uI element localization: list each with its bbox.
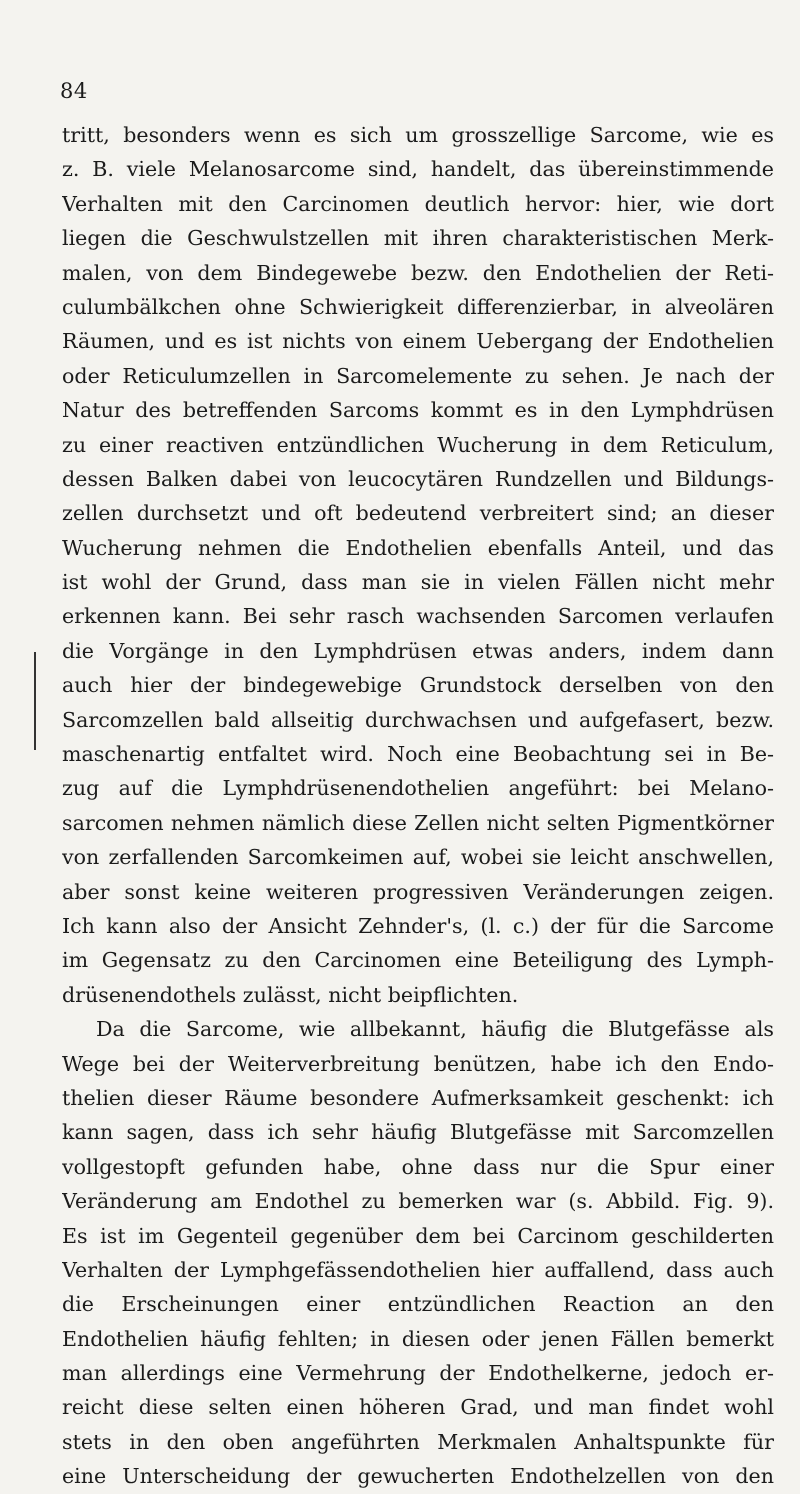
- text-line-38: reicht diese selten einen höheren Grad, und man findet wohl: [62, 1395, 774, 1420]
- text-line-3: Verhalten mit den Carcinomen deutlich hervor: hier, wie dort: [62, 191, 774, 216]
- text-line-17: auch hier der bindegewebige Grundstock derselben von den: [62, 673, 774, 698]
- text-line-5: malen, von dem Bindegewebe bezw. den Endothelien der Reti-: [62, 260, 774, 285]
- text-line-16: die Vorgänge in den Lymphdrüsen etwas anders, indem dann: [62, 638, 774, 663]
- text-line-37: man allerdings eine Vermehrung der Endothelkerne, jedoch er-: [62, 1361, 774, 1386]
- text-line-12: zellen durchsetzt und oft bedeutend verbreitert sind; an dieser: [62, 501, 774, 526]
- text-line-32: Veränderung am Endothel zu bemerken war (s. Abbild. Fig. 9).: [62, 1189, 774, 1214]
- text-line-13: Wucherung nehmen die Endothelien ebenfalls Anteil, und das: [62, 535, 774, 560]
- text-line-34: Verhalten der Lymphgefässendothelien hier auffallend, dass auch: [62, 1257, 774, 1282]
- text-line-8: oder Reticulumzellen in Sarcomelemente zu sehen. Je nach der: [62, 363, 774, 388]
- text-line-11: dessen Balken dabei von leucocytären Rundzellen und Bildungs-: [62, 466, 774, 491]
- text-line-25: im Gegensatz zu den Carcinomen eine Beteiligung des Lymph-: [62, 948, 774, 973]
- text-line-1: tritt, besonders wenn es sich um grosszellige Sarcome, wie es: [62, 123, 774, 147]
- text-line-30: kann sagen, dass ich sehr häufig Blutgefässe mit Sarcomzellen: [62, 1120, 774, 1145]
- text-line-22: von zerfallenden Sarcomkeimen auf, wobei sie leicht anschwellen,: [62, 845, 774, 870]
- text-line-14: ist wohl der Grund, dass man sie in vielen Fällen nicht mehr: [62, 570, 774, 595]
- text-line-21: sarcomen nehmen nämlich diese Zellen nicht selten Pigmentkörner: [62, 810, 774, 835]
- text-line-33: Es ist im Gegenteil gegenüber dem bei Carcinom geschilderten: [62, 1223, 774, 1248]
- text-line-35: die Erscheinungen einer entzündlichen Reaction an den: [62, 1292, 774, 1317]
- text-line-19: maschenartig entfaltet wird. Noch eine Beobachtung sei in Be-: [62, 742, 774, 767]
- text-line-18: Sarcomzellen bald allseitig durchwachsen und aufgefasert, bezw.: [62, 707, 774, 732]
- text-line-29: thelien dieser Räume besondere Aufmerksamkeit geschenkt: ich: [62, 1085, 774, 1110]
- text-line-23: aber sonst keine weiteren progressiven Veränderungen zeigen.: [62, 879, 774, 904]
- text-line-6: culumbälkchen ohne Schwierigkeit differenzierbar, in alveolären: [62, 294, 774, 319]
- text-line-28: Wege bei der Weiterverbreitung benützen, habe ich den Endo-: [62, 1051, 774, 1076]
- text-line-24: Ich kann also der Ansicht Zehnder's, (l. c.) der für die Sarcome: [62, 913, 774, 938]
- text-line-10: zu einer reactiven entzündlichen Wucherung in dem Reticulum,: [62, 432, 774, 457]
- text-line-31: vollgestopft gefunden habe, ohne dass nur die Spur einer: [62, 1154, 774, 1179]
- body-text: [62, 118, 774, 1494]
- text-line-36: Endothelien häufig fehlten; in diesen oder jenen Fällen bemerkt: [62, 1326, 774, 1351]
- text-line-9: Natur des betreffenden Sarcoms kommt es in den Lymphdrüsen: [62, 398, 774, 423]
- text-line-15: erkennen kann. Bei sehr rasch wachsenden Sarcomen verlaufen: [62, 604, 774, 629]
- text-line-27: Da die Sarcome, wie allbekannt, häufig die Blutgefässe als: [96, 1017, 774, 1042]
- text-line-7: Räumen, und es ist nichts von einem Uebergang der Endothelien: [62, 329, 774, 354]
- text-line-2: z. B. viele Melanosarcome sind, handelt, das übereinstimmende: [62, 157, 774, 182]
- page-number: 84: [60, 79, 88, 103]
- text-line-26: drüsenendothels zulässt, nicht beipflichten.: [62, 982, 519, 1007]
- text-line-39: stets in den oben angeführten Merkmalen Anhaltspunkte für: [62, 1429, 774, 1454]
- text-line-4: liegen die Geschwulstzellen mit ihren charakteristischen Merk-: [62, 226, 774, 251]
- margin-mark: [34, 652, 36, 750]
- text-line-20: zug auf die Lymphdrüsenendothelien angeführt: bei Melano-: [62, 776, 774, 801]
- text-line-40: eine Unterscheidung der gewucherten Endothelzellen von den: [62, 1464, 774, 1489]
